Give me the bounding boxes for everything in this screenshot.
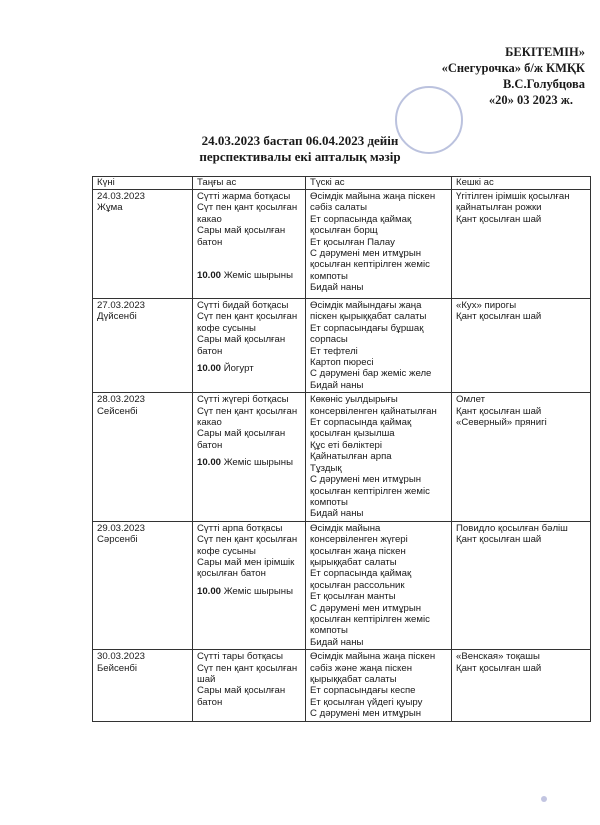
dinner-item: Қант қосылған шай	[456, 534, 542, 546]
table-row	[93, 299, 591, 393]
lunch-item: Картоп пюресі	[310, 357, 374, 369]
day-date: 27.03.2023	[97, 300, 146, 311]
breakfast-cell	[193, 650, 306, 721]
snack-time: 10.00	[197, 270, 222, 282]
breakfast-cell	[193, 521, 306, 649]
snack-name: Жеміс шырыны	[223, 270, 293, 282]
lunch-item: С дәрумені бар жеміс желе	[310, 368, 432, 380]
lunch-cell	[306, 299, 452, 393]
snack-time: 10.00	[197, 585, 222, 597]
day-cell	[93, 521, 193, 649]
day-cell	[93, 190, 193, 299]
lunch-item: Ет тефтелі	[310, 345, 358, 357]
lunch-item: Құс еті бөліктері	[310, 439, 383, 451]
lunch-item: С дәрумені мен итмұрын қосылған кептірілген жеміс компоты	[310, 248, 430, 282]
day-date: 24.03.2023	[97, 191, 146, 202]
dinner-item: Қант қосылған шай	[456, 405, 542, 417]
lunch-cell	[306, 190, 452, 299]
day-date: 28.03.2023	[97, 394, 146, 406]
lunch-item: Бидай наны	[310, 379, 364, 391]
breakfast-item: Сүтті жарма ботқасы	[197, 191, 291, 202]
day-cell	[93, 650, 193, 721]
snack-item	[197, 586, 301, 597]
approval-name: В.С.Голубцова	[502, 77, 585, 91]
day-date: 29.03.2023	[97, 522, 146, 534]
lunch-item: Өсімдік майына консервіленген жүгері қосылған жаңа піскен қырыққабат салаты	[310, 522, 408, 568]
snack-name: Йогурт	[223, 363, 254, 375]
approval-org: «Снегурочка» б/ж КМҚК	[441, 61, 585, 75]
dinner-cell	[452, 299, 591, 393]
breakfast-item: Сүт пен қант қосылған кофе сусыны	[197, 311, 298, 334]
lunch-cell	[306, 650, 452, 721]
day-date: 30.03.2023	[97, 651, 146, 663]
dinner-item: «Кух» пирогы	[456, 300, 517, 311]
breakfast-item: Сүтті жүгері ботқасы	[197, 394, 289, 406]
snack-time: 10.00	[197, 457, 222, 469]
lunch-item: Бидай наны	[310, 636, 364, 648]
lunch-item: Ет сорпасында қаймақ қосылған рассольник	[310, 568, 412, 591]
breakfast-cell	[193, 190, 306, 299]
snack-name: Жеміс шырыны	[223, 457, 293, 469]
breakfast-item: Сүт пен қант қосылған шай	[197, 662, 298, 685]
dinner-item: «Северный» прянигі	[456, 417, 547, 429]
lunch-item: С дәрумені мен итмұрын қосылған кептірілген жеміс компоты	[310, 602, 430, 637]
header-dinner: Кешкі ас	[452, 177, 591, 190]
dinner-item: Повидло қосылған бәліш	[456, 522, 568, 534]
day-weekday: Дүйсенбі	[97, 311, 137, 323]
breakfast-item: Сүт пен қант қосылған какао	[197, 202, 298, 225]
snack-item	[197, 457, 301, 468]
breakfast-item: Сары май қосылған батон	[197, 334, 286, 357]
table-row	[93, 393, 591, 521]
lunch-item: Ет сорпасындағы бұршақ сорпасы	[310, 322, 424, 346]
lunch-item: Ет сорпасында қаймақ қосылған қызылша	[310, 417, 412, 440]
day-weekday: Сейсенбі	[97, 405, 138, 417]
breakfast-item: Сүт пен қант қосылған какао	[197, 405, 298, 429]
lunch-item: С дәрумені мен итмұрын	[310, 708, 422, 720]
dinner-cell	[452, 650, 591, 721]
title-line-1: 24.03.2023 бастап 06.04.2023 дейін	[201, 133, 399, 148]
document-title	[150, 133, 450, 165]
header-lunch: Түскі ас	[306, 177, 452, 190]
dinner-item: Қант қосылған шай	[456, 213, 542, 225]
snack-item	[197, 363, 301, 374]
breakfast-item: Сүтті тары ботқасы	[197, 651, 284, 663]
table-row	[93, 650, 591, 721]
table-row	[93, 521, 591, 649]
day-weekday: Бейсенбі	[97, 662, 138, 674]
lunch-item: Өсімдік майындағы жаңа піскен қырыққабат салаты	[310, 300, 427, 323]
lunch-item: Ет қосылған манты	[310, 591, 396, 603]
day-cell	[93, 393, 193, 521]
breakfast-cell	[193, 299, 306, 393]
breakfast-item: Сары май қосылған батон	[197, 428, 286, 451]
lunch-cell	[306, 393, 452, 521]
dinner-item: Үгітілген ірімшік қосылған қайнатылған рожки	[456, 191, 570, 214]
lunch-item: Бидай наны	[310, 282, 364, 294]
title-line-2: перспективалы екі апталық мәзір	[199, 149, 401, 164]
lunch-item: Ет сорпасындағы кеспе	[310, 685, 416, 697]
breakfast-item: Сары май қосылған батон	[197, 225, 286, 248]
breakfast-item: Сары май мен ірімшік қосылған батон	[197, 556, 295, 580]
lunch-cell	[306, 521, 452, 649]
breakfast-item: Сары май қосылған батон	[197, 685, 286, 708]
dinner-cell	[452, 393, 591, 521]
lunch-item: Ет қосылған Палау	[310, 236, 395, 248]
ink-mark-icon	[541, 796, 547, 802]
lunch-item: Көкөніс уылдырығы консервіленген қайнатылған	[310, 394, 437, 417]
day-weekday: Жұма	[97, 202, 123, 214]
menu-table	[92, 176, 591, 722]
lunch-item: С дәрумені мен итмұрын қосылған кептірілген жеміс компоты	[310, 474, 430, 508]
dinner-item: Омлет	[456, 394, 486, 406]
day-cell	[93, 299, 193, 393]
lunch-item: Өсімдік майына жаңа піскен сәбіз және жаңа піскен қырыққабат салаты	[310, 651, 436, 685]
dinner-item: «Венская» тоқашы	[456, 651, 540, 663]
lunch-item: Ет сорпасында қаймақ қосылған борщ	[310, 213, 412, 237]
lunch-item: Тұздық	[310, 462, 342, 474]
dinner-item: Қант қосылған шай	[456, 311, 542, 323]
table-header-row	[93, 177, 591, 190]
snack-name: Жеміс шырыны	[223, 585, 293, 597]
dinner-item: Қант қосылған шай	[456, 662, 542, 674]
dinner-cell	[452, 521, 591, 649]
table-row	[93, 190, 591, 299]
lunch-item: Қайнатылған арпа	[310, 451, 392, 463]
lunch-item: Өсімдік майына жаңа піскен сәбіз салаты	[310, 191, 436, 214]
breakfast-cell	[193, 393, 306, 521]
approval-heading: БЕКІТЕМІН»	[505, 45, 585, 59]
breakfast-item: Сүтті бидай ботқасы	[197, 300, 289, 311]
approval-date: «20» 03 2023 ж.	[488, 93, 573, 107]
breakfast-item: Сүт пен қант қосылған кофе сусыны	[197, 534, 298, 557]
dinner-cell	[452, 190, 591, 299]
day-weekday: Сәрсенбі	[97, 534, 138, 546]
lunch-item: Бидай наны	[310, 508, 364, 520]
lunch-item: Ет қосылған үйдегі қуыру	[310, 696, 423, 708]
snack-item	[197, 270, 301, 281]
breakfast-item: Сүтті арпа ботқасы	[197, 522, 283, 534]
header-day: Күні	[93, 177, 193, 190]
snack-time: 10.00	[197, 363, 222, 375]
header-breakfast: Таңғы ас	[193, 177, 306, 190]
